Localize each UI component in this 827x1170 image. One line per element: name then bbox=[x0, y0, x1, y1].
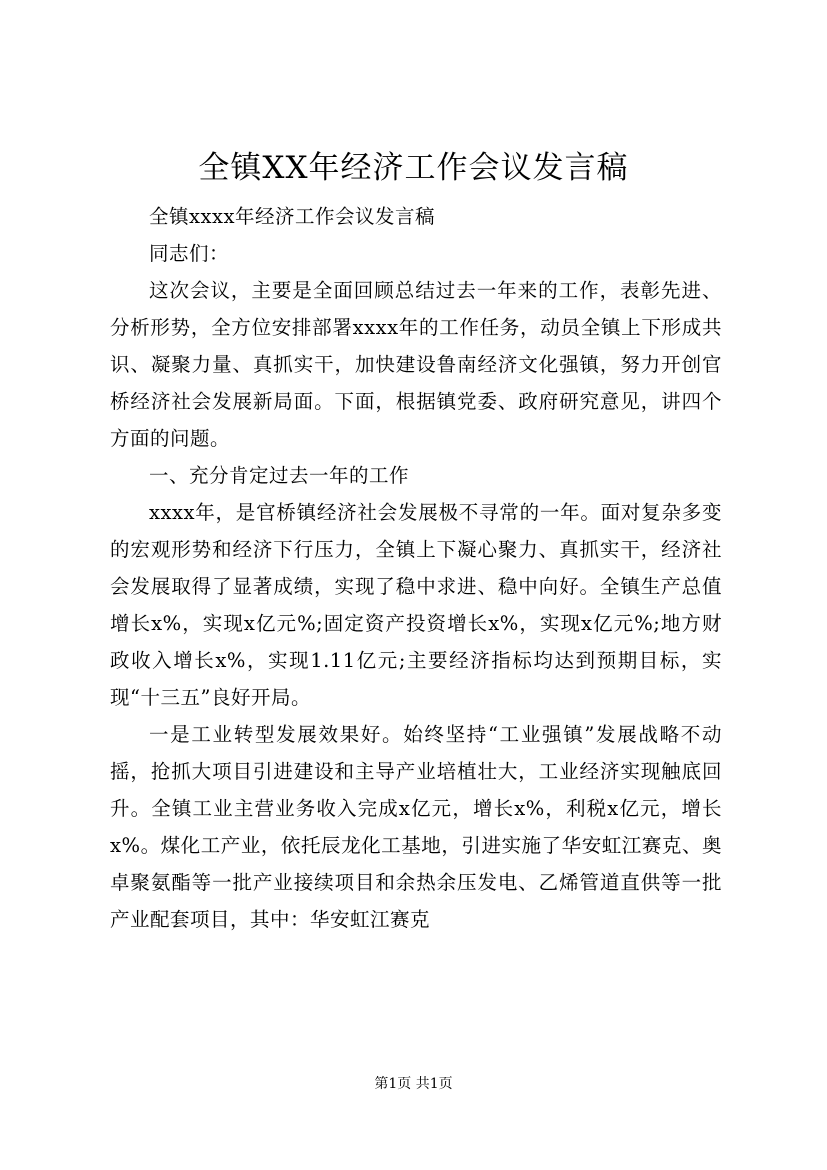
review-paragraph: xxxx年，是官桥镇经济社会发展极不寻常的一年。面对复杂多变的宏观形势和经济下行压力，全镇上下凝心聚力、真抓实干，经济社会发展取得了显著成绩，实现了稳中求进、稳中向好。全镇生产总值增长x%，实现x亿元%;固定资产投资增长x%，实现x亿元%;地方财政收入增长x%，实现1.11亿元;主要经济指标均达到预期目标，实现“十三五”良好开局。 bbox=[110, 501, 722, 709]
intro-paragraph: 这次会议，主要是全面回顾总结过去一年来的工作，表彰先进、分析形势，全方位安排部署xxxx年的工作任务，动员全镇上下形成共识、凝聚力量、真抓实干，加快建设鲁南经济文化强镇，努力开创官桥经济社会发展新局面。下面，根据镇党委、政府研究意见，讲四个方面的问题。 bbox=[110, 279, 722, 450]
page-footer: 第1页 共1页 bbox=[374, 1076, 453, 1092]
subtitle-paragraph: 全镇xxxx年经济工作会议发言稿 bbox=[149, 205, 435, 228]
industry-paragraph: 一是工业转型发展效果好。始终坚持“工业强镇”发展战略不动摇，抢抓大项目引进建设和主导产业培植壮大，工业经济实现触底回升。全镇工业主营业务收入完成x亿元，增长x%，利税x亿元，增长x%。煤化工产业，依托辰龙化工基地，引进实施了华安虹江赛克、奥卓聚氨酯等一批产业接续项目和余热余压发电、乙烯管道直供等一批产业配套项目，其中：华安虹江赛克 bbox=[110, 723, 722, 931]
salutation-paragraph: 同志们： bbox=[149, 242, 230, 265]
document-title: 全镇XX年经济工作会议发言稿 bbox=[198, 150, 629, 186]
section-heading: 一、充分肯定过去一年的工作 bbox=[149, 464, 410, 487]
document-body bbox=[110, 198, 722, 938]
